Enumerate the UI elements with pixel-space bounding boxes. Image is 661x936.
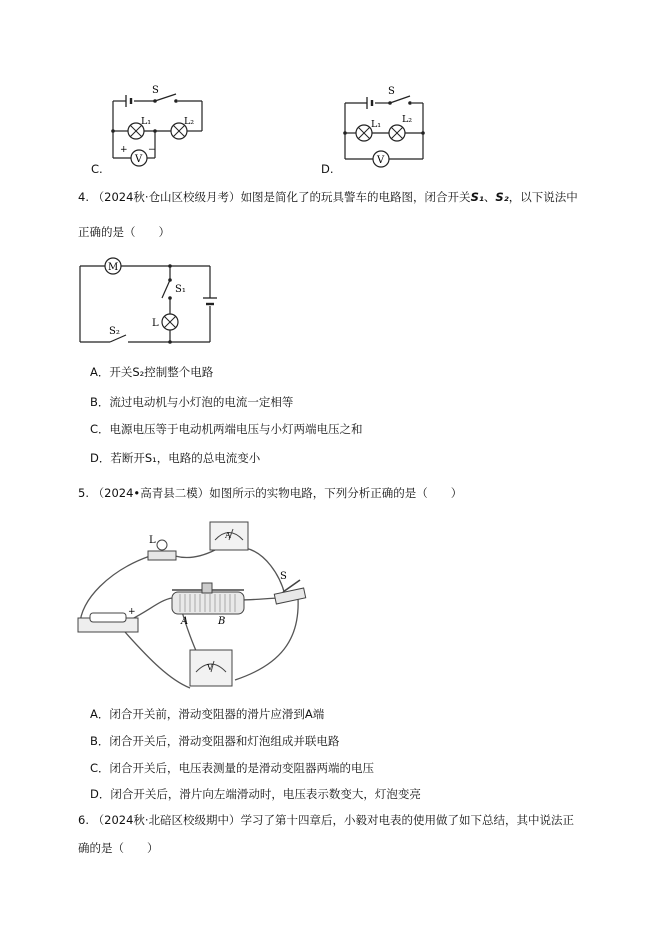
q5-ammeter-symbol: A [225,531,231,540]
d-switch-label: S [388,86,395,97]
q4-source: （2024秋·仓山区校级月考） [92,190,241,204]
q4-option-c: C．电源电压等于电动机两端电压与小灯两端电压之和 [90,422,363,436]
q6-number: 6. [78,813,89,827]
q5-lamp-label: L [149,535,156,546]
c-switch-label: S [152,85,159,96]
q4-stem-part2: ，以下说法中 [508,190,578,204]
q5-option-b: B．闭合开关后，滑动变阻器和灯泡组成并联电路 [90,734,340,748]
q5-end-a-label: A [181,616,189,627]
q4-switch-s1: S₁ [470,190,484,204]
option-d-label: D. [321,162,334,176]
q6-stem-text: 学习了第十四章后，小毅对电表的使用做了如下总结，其中说法正 [240,813,575,827]
q4-stem-line2: 正确的是（ ） [78,225,170,239]
d-voltmeter-symbol: V [377,155,385,166]
q6-stem [78,812,574,828]
q4-separator: 、 [483,190,496,204]
c-plus-sign: + [120,145,128,155]
q5-source: （2024•高青县二模） [92,486,210,500]
q4-option-d: D．若断开S₁，电路的总电流变小 [90,451,261,465]
q4-number: 4. [78,190,89,204]
q5-option-c: C．闭合开关后，电压表测量的是滑动变阻器两端的电压 [90,761,375,775]
q4-switch-s2: S₂ [495,190,509,204]
q5-stem-text: 如图所示的实物电路，下列分析正确的是（ ） [209,486,463,500]
option-c-label: C. [91,162,103,176]
q5-voltmeter-symbol: V [207,663,213,672]
q5-number: 5. [78,486,89,500]
q5-end-b-label: B [218,616,226,627]
c-minus-sign: − [148,145,156,155]
q5-switch-label: S [280,571,287,582]
q6-stem-line2: 确的是（ ） [78,841,159,855]
q5-option-a: A．闭合开关前，滑动变阻器的滑片应滑到A端 [90,707,325,721]
q6-source: （2024秋·北碚区校级期中） [92,813,241,827]
q4-option-b: B．流过电动机与小灯泡的电流一定相等 [90,395,294,409]
d-lamp1-label: L₁ [371,119,382,130]
q4-stem-part1: 如图是简化了的玩具警车的电路图，闭合开关 [240,190,471,204]
q4-option-a: A．开关S₂控制整个电路 [90,365,214,379]
c-lamp2-label: L₂ [184,116,195,127]
d-lamp2-label: L₂ [402,114,413,125]
q4-s1-label: S₁ [175,284,186,295]
q4-motor-symbol: M [108,262,119,273]
c-lamp1-label: L₁ [141,116,152,127]
q4-s2-label: S₂ [109,326,120,337]
q4-lamp-label: L [152,318,159,329]
q5-option-d: D．闭合开关后，滑片向左端滑动时，电压表示数变大，灯泡变亮 [90,787,421,801]
c-voltmeter-symbol: V [135,154,143,165]
q5-battery-plus: + [128,607,136,617]
